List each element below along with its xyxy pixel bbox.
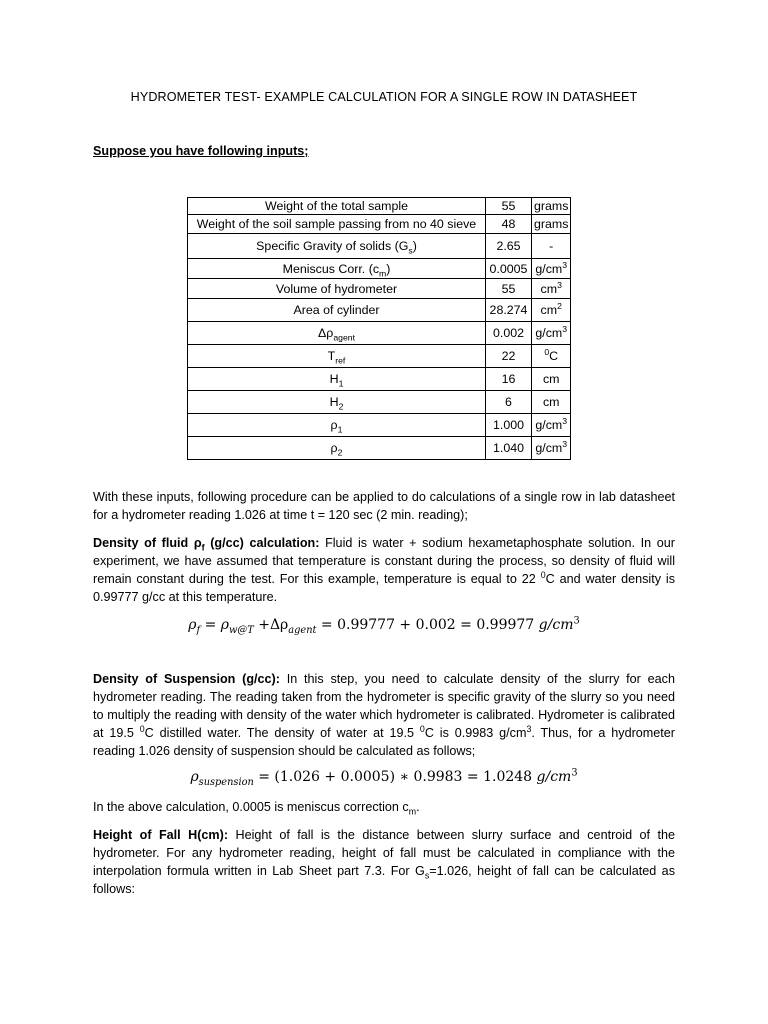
input-unit: cm	[532, 391, 571, 414]
page-title: HYDROMETER TEST- EXAMPLE CALCULATION FOR A SINGLE ROW IN DATASHEET	[130, 90, 638, 104]
suspension-density-heading: Density of Suspension (g/cc):	[93, 672, 280, 686]
fluid-density-heading: Density of fluid $\rho_f$ (g/cc) calculation:	[93, 536, 320, 553]
table-row	[188, 234, 571, 259]
inputs-table	[187, 197, 571, 460]
table-row	[188, 391, 571, 414]
input-value: 1.000	[486, 414, 532, 437]
height-of-fall-heading: Height of Fall H(cm):	[93, 828, 229, 842]
table-row	[188, 345, 571, 368]
input-value: 6	[486, 391, 532, 414]
input-value: 28.274	[486, 299, 532, 322]
table-row	[188, 259, 571, 279]
input-value: 0.002	[486, 322, 532, 345]
input-value: 1.040	[486, 437, 532, 460]
input-unit: cm	[532, 368, 571, 391]
table-row	[188, 322, 571, 345]
input-label: Specific Gravity of solids $(G_s)$	[188, 234, 486, 259]
input-label: Area of cylinder	[188, 299, 486, 322]
input-unit: $g/cm^3$	[532, 437, 571, 460]
meniscus-note: In the above calculation, 0.0005 is meniscus correction $c_m$.	[93, 800, 420, 817]
fluid-density-paragraph: Density of fluid $\rho_f$ (g/cc) calculation: Fluid is water + sodium hexametaphosphate solution. In our experiment, we have assumed that temperature is constant during the process, so density of fluid will remain constant during the test. For this example, temperature is equal to 22 $^0$C and water density is 0.99777 g/cc at this temperature.	[93, 536, 676, 604]
table-row	[188, 299, 571, 322]
input-label: $H_2$	[188, 391, 486, 414]
table-row	[188, 215, 571, 234]
intro-heading: Suppose you have following inputs;	[93, 144, 309, 158]
table-row	[188, 437, 571, 460]
input-value: 0.0005	[486, 259, 532, 279]
input-value: 2.65	[486, 234, 532, 259]
procedure-paragraph: With these inputs, following procedure can be applied to do calculations of a single row in lab datasheet for a hydrometer reading 1.026 at time t = 120 sec (2 min. reading);	[93, 490, 675, 522]
input-value: 22	[486, 345, 532, 368]
input-label: Weight of the soil sample passing from no 40 sieve	[188, 215, 486, 234]
input-label: $H_1$	[188, 368, 486, 391]
input-unit: $cm^2$	[532, 299, 571, 322]
input-label: $\Delta\rho_{agent}$	[188, 322, 486, 345]
input-unit: $g/cm^3$	[532, 414, 571, 437]
table-row	[188, 414, 571, 437]
input-unit: $^0$C	[532, 345, 571, 368]
input-value: 16	[486, 368, 532, 391]
input-value: 48	[486, 215, 532, 234]
input-value: 55	[486, 198, 532, 215]
input-unit: $g/cm^3$	[532, 322, 571, 345]
table-row	[188, 279, 571, 299]
input-unit: $g/cm^3$	[532, 259, 571, 279]
input-value: 55	[486, 279, 532, 299]
input-unit: grams	[532, 198, 571, 215]
height-of-fall-paragraph: Height of Fall H(cm): Height of fall is the distance between slurry surface and centroid of the hydrometer. For any hydrometer reading, height of fall must be calculated in compliance with the interpolation formula written in Lab Sheet part 7.3. For $G_s=1.026$, height of fall can be calculated as follows:	[93, 828, 675, 896]
input-label: $\rho_1$	[188, 414, 486, 437]
suspension-density-equation: $\rho_{suspension} = (1.026 + 0.0005)$ ∗ 0.9983 = 1.0248 $g/cm^3$	[190, 767, 578, 788]
input-unit: $cm^3$	[532, 279, 571, 299]
input-unit: grams	[532, 215, 571, 234]
table-row	[188, 198, 571, 215]
suspension-density-paragraph: Density of Suspension (g/cc): In this step, you need to calculate density of the slurry for each hydrometer reading. The reading taken from the hydrometer is specific gravity of the slurry so you need to multiply the reading with density of the water which hydrometer is calibrated. Hydrometer is calibrated at 19.5 $^0$C distilled water. The density of water at 19.5 $^0$C is 0.9983 $g/cm^3$. Thus, for a hydrometer reading 1.026 density of suspension should be calculated as follows;	[93, 672, 675, 758]
input-label: Volume of hydrometer	[188, 279, 486, 299]
table-row	[188, 368, 571, 391]
fluid-density-equation: $\rho_f = \rho_{w@T} +\Delta\rho_{agent} = 0.99777 + 0.002 = 0.99977$ $g/cm^3$	[188, 615, 580, 636]
input-label: $T_{ref}$	[188, 345, 486, 368]
input-label: Meniscus Corr. $(c_m)$	[188, 259, 486, 279]
input-label: $\rho_2$	[188, 437, 486, 460]
input-unit: -	[532, 234, 571, 259]
input-label: Weight of the total sample	[188, 198, 486, 215]
